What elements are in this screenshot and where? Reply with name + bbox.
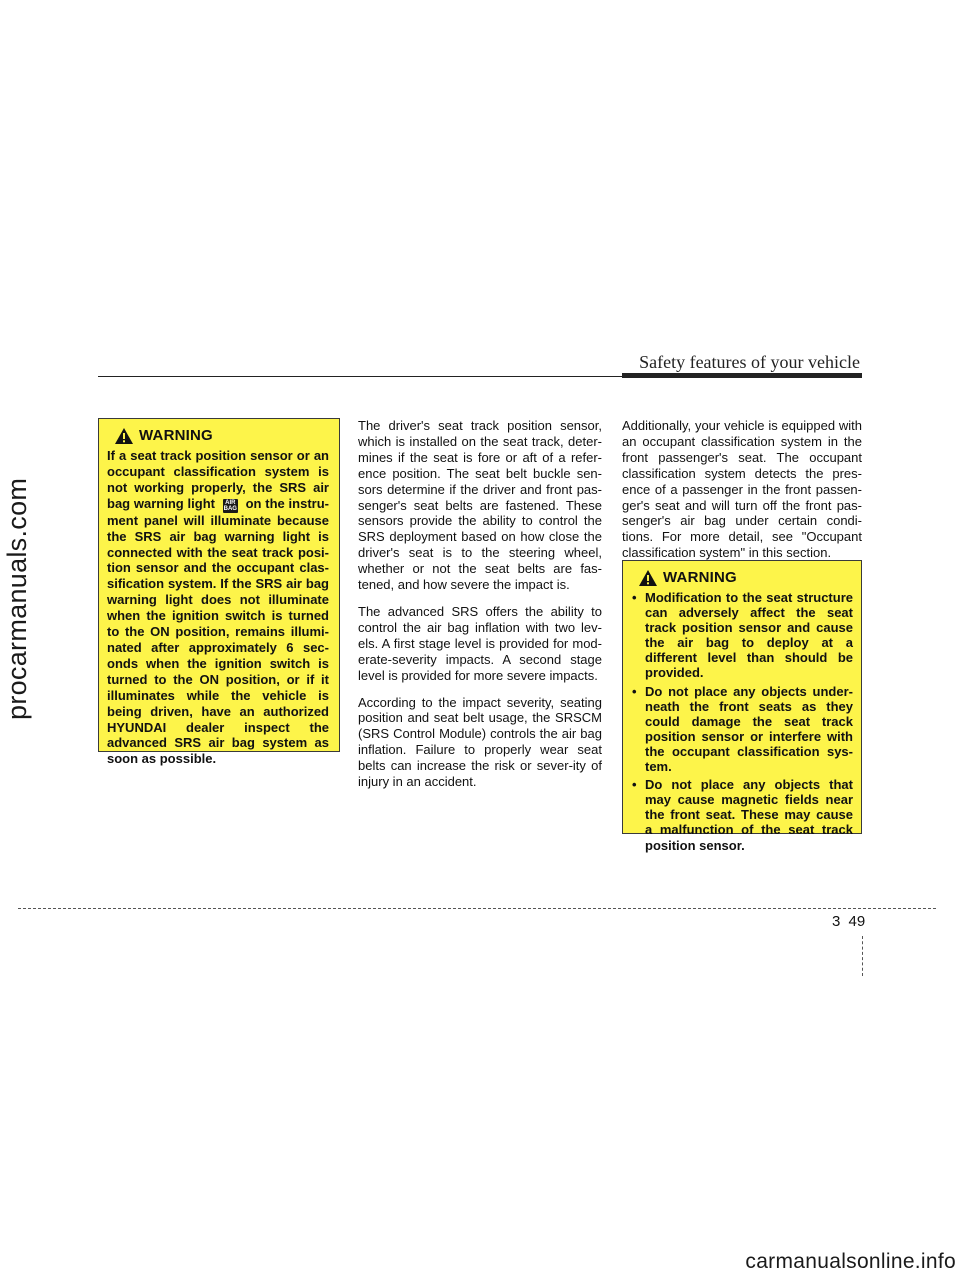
chapter-number: 3: [832, 913, 841, 930]
body-paragraph: The advanced SRS offers the ability to control the air bag inflation with two lev-els. A first stage level is provided for mod-erate-severity impacts. A second stage level is provided for more severe impacts.: [358, 603, 602, 683]
warning-triangle-icon: [639, 570, 657, 586]
warning-text-part2: on the instru-ment panel will illuminate because the SRS air bag warning light is connected with the seat track posi-tion sensor and the occupant clas-sification system. If the SRS air bag warning light does not illuminate when the ignition switch is turned to the ON position, remains illumi-nated after approximately 6 sec-onds when the ignition switch is turned to the ON position, or if it illuminates while the vehicle is being driven, have an authorized HYUNDAI dealer inspect the advanced SRS air bag system as soon as possible.: [107, 495, 329, 767]
warning-list-item: [631, 590, 853, 681]
body-paragraph: The driver's seat track position sensor, which is installed on the seat track, deter-mines if the seat is fore or aft of a refer-ence position. The seat belt buckle sen-sors determine if the driver and front pas-senger's seat belts are fastened. These sensors provide the ability to control the SRS deployment based on how close the driver's seat is to the steering wheel, whether or not the seat belts are fas-tened, and how severe the impact is.: [358, 418, 602, 593]
bottom-watermark: carmanualsonline.info: [745, 1250, 956, 1273]
warning-item-text: Do not place any objects that may cause magnetic fields near the front seat. These may cause a malfunction of the seat track position sensor.: [645, 777, 853, 853]
warning-box-left: [98, 418, 340, 767]
warning-title: WARNING: [663, 569, 737, 586]
page-number: [832, 913, 865, 930]
airbag-icon-line1: AIR: [225, 499, 236, 506]
bullet: •: [632, 590, 637, 605]
body-paragraph: Additionally, your vehicle is equipped with an occupant classification system in the front passenger's seat. The occupant classification system detects the pres-ence of a passenger in the front passen-ger's seat and will turn off the front pas-senger's air bag under certain condi-tions. For more detail, see "Occupant classification system" in this section.: [622, 418, 862, 561]
warning-text: [107, 448, 329, 767]
warning-list-item: [631, 684, 853, 775]
body-paragraph: According to the impact severity, seating position and seat belt usage, the SRSCM (SRS Control Module) controls the air bag inflation. Failure to properly wear seat belts can increase the risk or sever-ity of injury in an accident.: [358, 694, 602, 790]
airbag-warning-icon: [223, 499, 238, 513]
bullet: •: [632, 777, 637, 793]
warning-list-item: [631, 777, 853, 852]
bullet: •: [632, 683, 637, 699]
warning-text-part1: If a seat track position sensor or an occupant classification system is not working properly, the SRS air bag warning light: [107, 448, 329, 511]
warning-list: [631, 590, 853, 853]
warning-item-text: Modification to the seat structure can adversely affect the seat track position sensor and cause the air bag to deploy at a different level than should be provided.: [645, 590, 853, 681]
airbag-icon-line2: BAG: [223, 505, 237, 512]
warning-box-right: [622, 560, 862, 853]
warning-heading: [115, 427, 329, 444]
header-rule-accent: [622, 373, 862, 378]
warning-heading: [639, 569, 853, 586]
side-watermark: procarmanuals.com: [2, 477, 32, 720]
footer-vertical-rule: [862, 936, 863, 976]
body-column-middle: [358, 418, 602, 801]
body-column-right: [622, 418, 862, 572]
footer-rule: [18, 908, 936, 909]
warning-item-text: Do not place any objects under-neath the front seats as they could damage the seat track position sensor or interfere with the occupant classification sys-tem.: [645, 683, 853, 775]
section-header-title: Safety features of your vehicle: [639, 352, 860, 372]
warning-triangle-icon: [115, 428, 133, 444]
page-number-value: 49: [848, 913, 866, 930]
warning-title: WARNING: [139, 427, 213, 444]
